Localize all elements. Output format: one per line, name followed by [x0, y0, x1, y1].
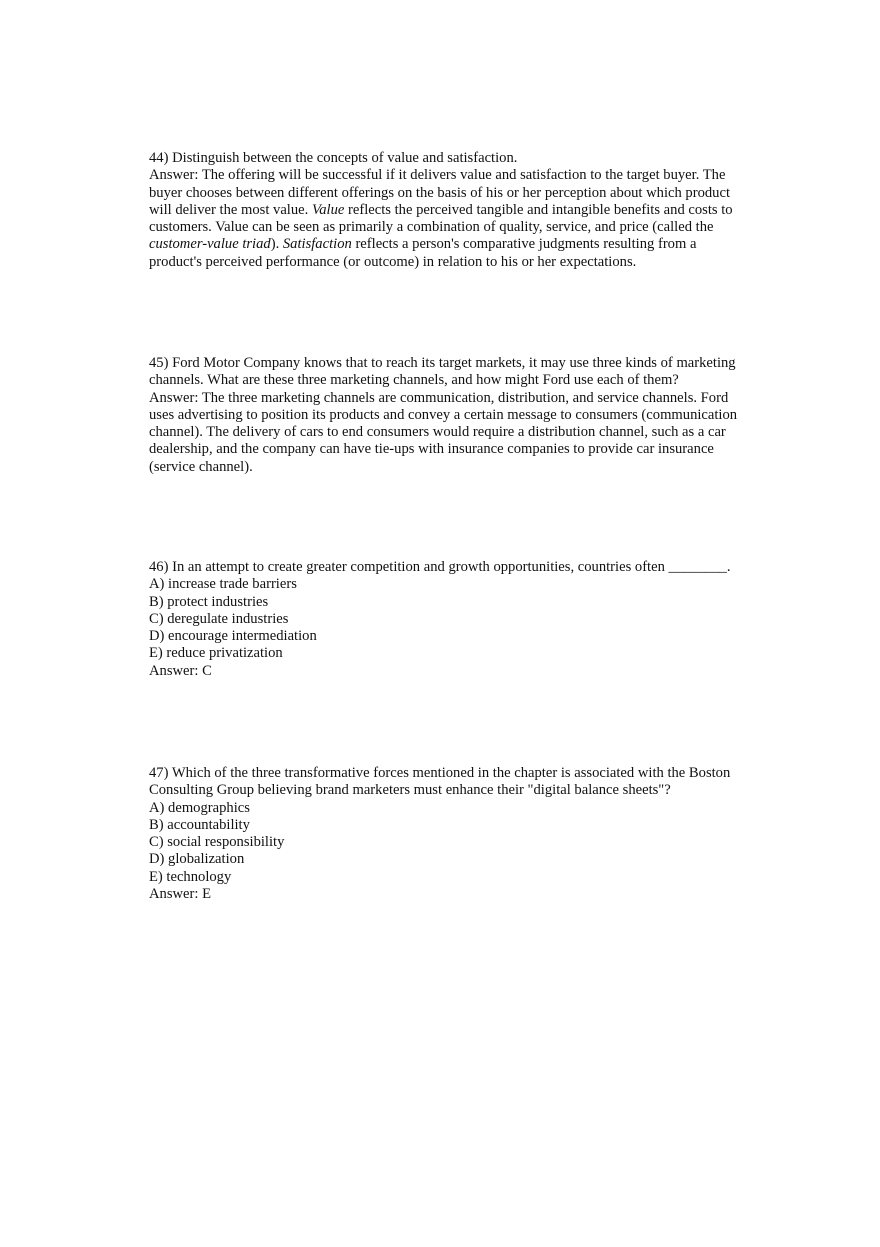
question-stem: 45) Ford Motor Company knows that to reach its target markets, it may use three kinds of marketing channels. What are these three marketing channels, and how might Ford use each of them? — [149, 355, 736, 389]
answer-text: reflects the perceived tangible and intangible benefits and costs to customers. Value can be seen as primarily a combination of quality, service, and price (called the — [149, 201, 733, 236]
answer-emphasis: customer-value triad — [149, 236, 271, 253]
option-c: C) social responsibility — [149, 834, 285, 851]
option-a: A) increase trade barriers — [149, 576, 297, 593]
answer-text: ). — [270, 236, 283, 253]
question-46 — [149, 559, 749, 680]
question-answer: Answer: E — [149, 886, 212, 903]
option-c: C) deregulate industries — [149, 610, 289, 627]
answer-text: Answer: The offering will be successful if it delivers value and satisfaction to the target buyer. The buyer chooses between different offerings on the basis of his or her perception about which product will deliver the most value. — [149, 167, 731, 218]
question-answer: Answer: The three marketing channels are communication, distribution, and service channels. Ford uses advertising to position its products and convey a certain message to consumers (communication channel). The delivery of cars to end consumers would require a distribution channel, such as a car dealership, and the company can have tie-ups with insurance companies to provide car insurance (service channel). — [149, 389, 738, 475]
answer-emphasis: Value — [311, 201, 345, 218]
option-a: A) demographics — [149, 799, 250, 816]
question-stem: 44) Distinguish between the concepts of value and satisfaction. — [149, 150, 518, 166]
option-b: B) accountability — [149, 816, 250, 833]
question-answer: Answer: C — [149, 662, 212, 679]
question-44 — [149, 150, 749, 271]
answer-emphasis: Satisfaction — [282, 236, 352, 253]
option-e: E) technology — [149, 868, 232, 885]
option-d: D) globalization — [149, 851, 245, 868]
answer-text: reflects a person's comparative judgments resulting from a product's perceived performance (or outcome) in relation to his or her expectations. — [149, 236, 697, 270]
question-45 — [149, 355, 749, 476]
option-b: B) protect industries — [149, 593, 269, 610]
option-d: D) encourage intermediation — [149, 628, 317, 645]
question-stem: 46) In an attempt to create greater competition and growth opportunities, countries often ________. — [149, 559, 731, 575]
question-47 — [149, 765, 749, 903]
option-e: E) reduce privatization — [149, 645, 283, 662]
question-stem: 47) Which of the three transformative forces mentioned in the chapter is associated with the Boston Consulting Group believing brand marketers must enhance their "digital balance sheets"? — [149, 765, 731, 799]
question-answer — [149, 167, 749, 271]
